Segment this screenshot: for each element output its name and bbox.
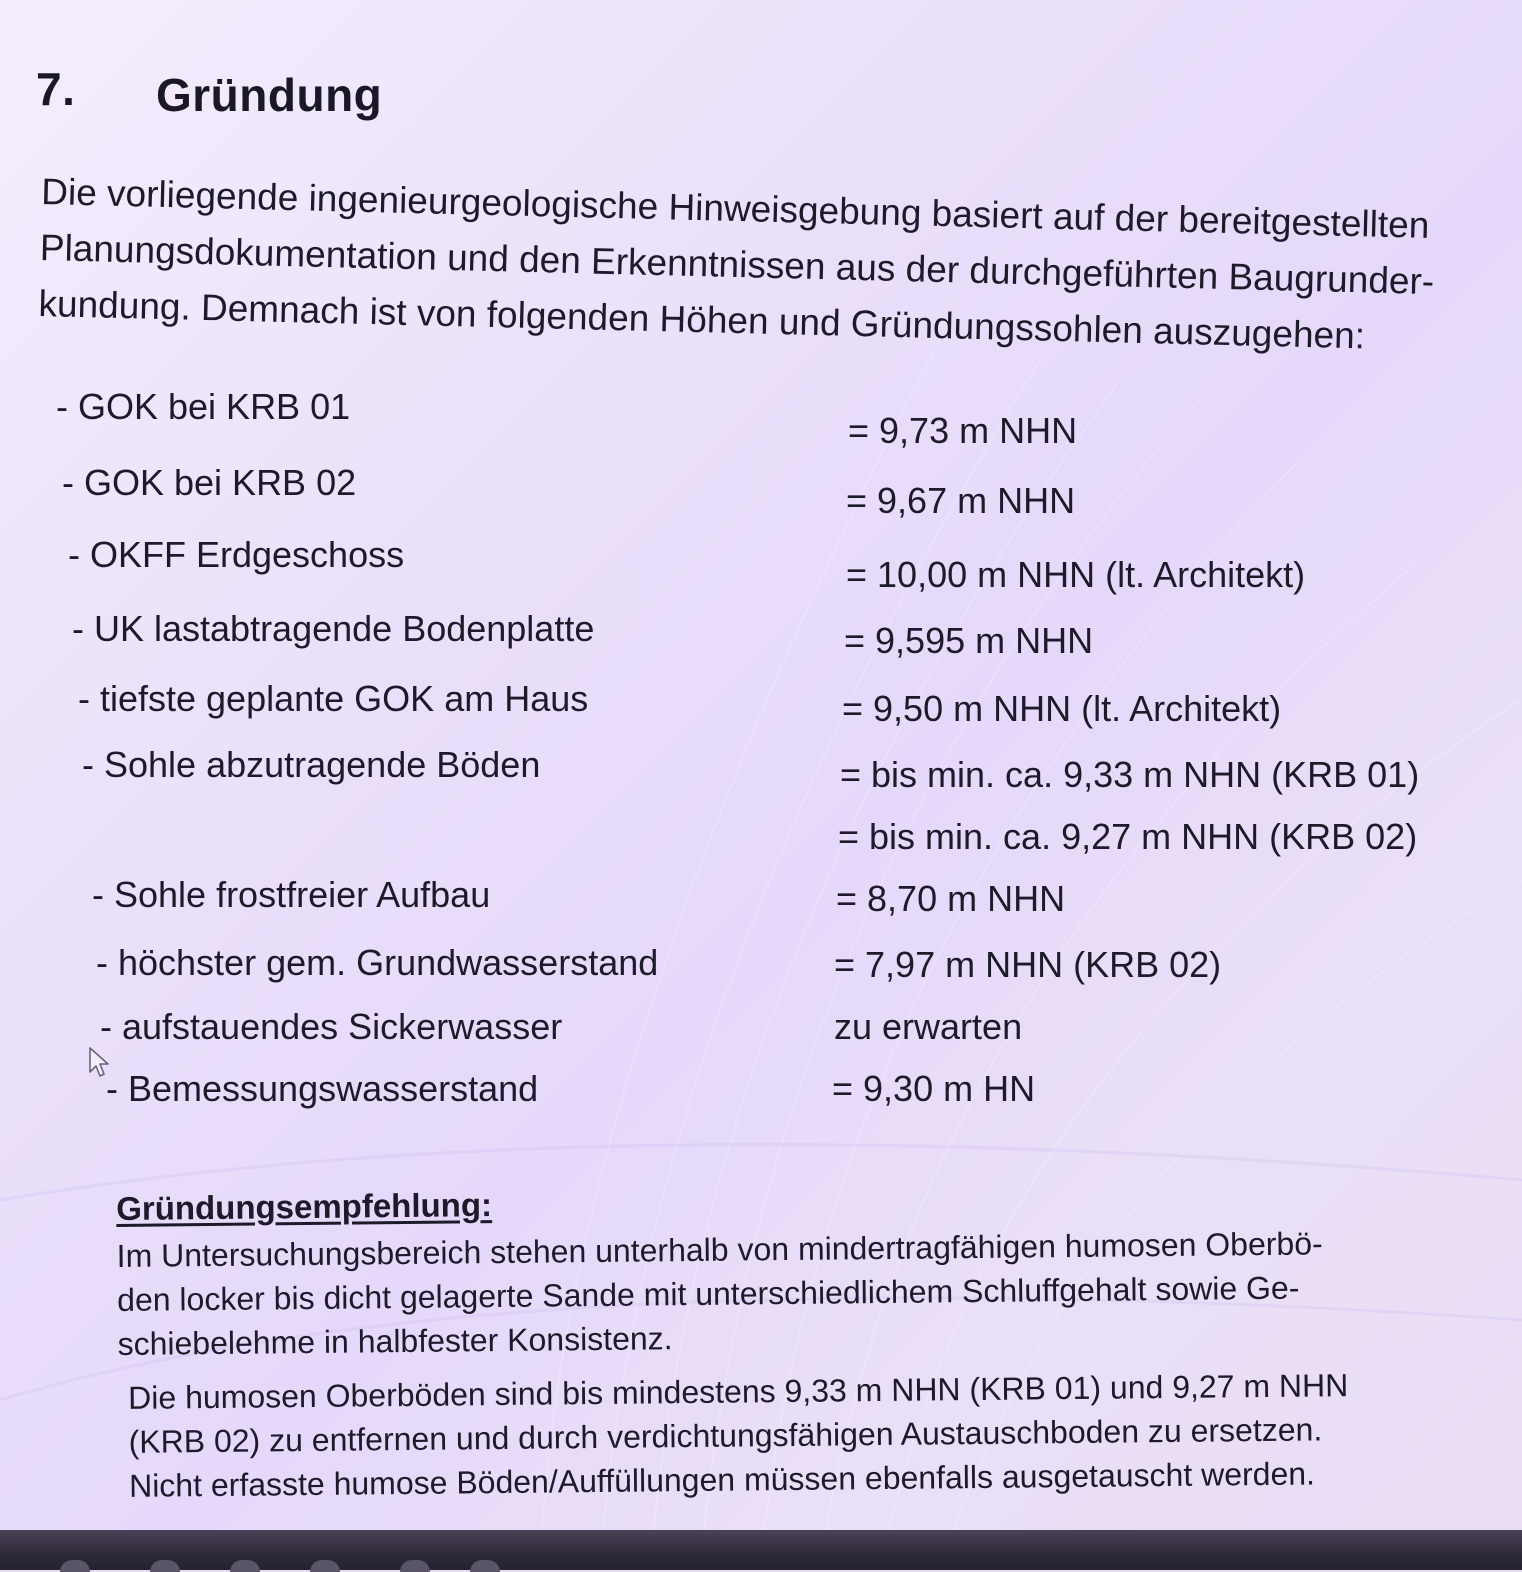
recommendation-line: Im Untersuchungsbereich stehen unterhalb von mindertragfähigen humosen Oberbö- [116, 1225, 1323, 1274]
elevation-row [56, 462, 1456, 521]
elevation-value: = 9,67 m NHN [846, 480, 1076, 521]
recommendation-section [116, 1176, 1419, 1508]
elevation-label: - höchster gem. Grundwasserstand [96, 942, 659, 983]
elevation-value: = 9,30 m HN [832, 1068, 1036, 1109]
elevation-value: = 9,595 m NHN [844, 620, 1094, 661]
elevation-value: zu erwarten [834, 1006, 1023, 1047]
section-number: 7. [36, 63, 76, 115]
intro-line: Planungsdokumentation und den Erkenntnissen aus der durchgeführten Baugrunder- [39, 226, 1435, 303]
elevation-label: - OKFF Erdgeschoss [68, 534, 405, 575]
elevation-label: - GOK bei KRB 01 [56, 386, 351, 427]
taskbar-app-icon[interactable] [150, 1560, 180, 1572]
elevation-label: - aufstauendes Sickerwasser [100, 1006, 563, 1047]
elevation-label: - Bemessungswasserstand [106, 1068, 539, 1109]
elevation-row [56, 1006, 1456, 1056]
elevation-row [56, 816, 1456, 866]
taskbar-app-icon[interactable] [470, 1560, 500, 1572]
elevation-row [56, 608, 1456, 661]
elevation-row [56, 386, 1456, 451]
elevation-value: = bis min. ca. 9,33 m NHN (KRB 01) [840, 754, 1420, 795]
elevation-value: = bis min. ca. 9,27 m NHN (KRB 02) [838, 816, 1418, 857]
elevation-list [56, 384, 1456, 1124]
elevation-value: = 9,50 m NHN (lt. Architekt) [842, 688, 1282, 729]
taskbar-app-icon[interactable] [230, 1560, 260, 1572]
elevation-row [56, 874, 1456, 924]
recommendation-line: den locker bis dicht gelagerte Sande mit unterschiedlichem Schluffgehalt sowie Ge- [116, 1269, 1300, 1318]
taskbar-app-icon[interactable] [310, 1560, 340, 1572]
elevation-label: - GOK bei KRB 02 [62, 462, 357, 503]
intro-line: Die vorliegende ingenieurgeologische Hinweisgebung basiert auf der bereitgestellten [40, 170, 1430, 246]
recommendation-heading: Gründungsempfehlung: [116, 1186, 493, 1227]
recommendation-line: Die humosen Oberböden sind bis mindestens 9,33 m NHN (KRB 01) und 9,27 m NHN [127, 1367, 1349, 1416]
recommendation-line: schiebelehme in halbfester Konsistenz. [117, 1320, 673, 1362]
elevation-row [56, 678, 1456, 728]
intro-paragraph [38, 164, 1512, 368]
elevation-row [56, 942, 1456, 992]
taskbar-app-icon[interactable] [60, 1560, 90, 1572]
elevation-label: - tiefste geplante GOK am Haus [78, 678, 589, 719]
elevation-value: = 8,70 m NHN [836, 878, 1066, 919]
elevation-value: = 7,97 m NHN (KRB 02) [834, 944, 1222, 985]
elevation-label: - Sohle frostfreier Aufbau [92, 874, 491, 915]
recommendation-paragraph-2 [128, 1362, 1409, 1507]
elevation-value: = 9,73 m NHN [848, 410, 1078, 451]
section-title: Gründung [156, 69, 383, 121]
elevation-row [56, 1068, 1456, 1118]
elevation-value: = 10,00 m NHN (lt. Architekt) [846, 554, 1306, 595]
recommendation-line: Nicht erfasste humose Böden/Auffüllungen müssen ebenfalls ausgetauscht werden. [128, 1455, 1316, 1504]
elevation-label: - Sohle abzutragende Böden [82, 744, 541, 785]
recommendation-paragraph-1 [116, 1220, 1417, 1366]
mouse-pointer-icon [88, 1046, 114, 1078]
intro-line: kundung. Demnach ist von folgenden Höhen und Gründungssohlen auszugehen: [38, 282, 1366, 357]
elevation-label: - UK lastabtragende Bodenplatte [72, 608, 595, 649]
taskbar-app-icon[interactable] [400, 1560, 430, 1572]
elevation-row [56, 744, 1456, 794]
recommendation-line: (KRB 02) zu entfernen und durch verdichtungsfähigen Austauschboden zu ersetzen. [128, 1411, 1323, 1460]
elevation-row [56, 534, 1456, 595]
taskbar [0, 1530, 1522, 1570]
